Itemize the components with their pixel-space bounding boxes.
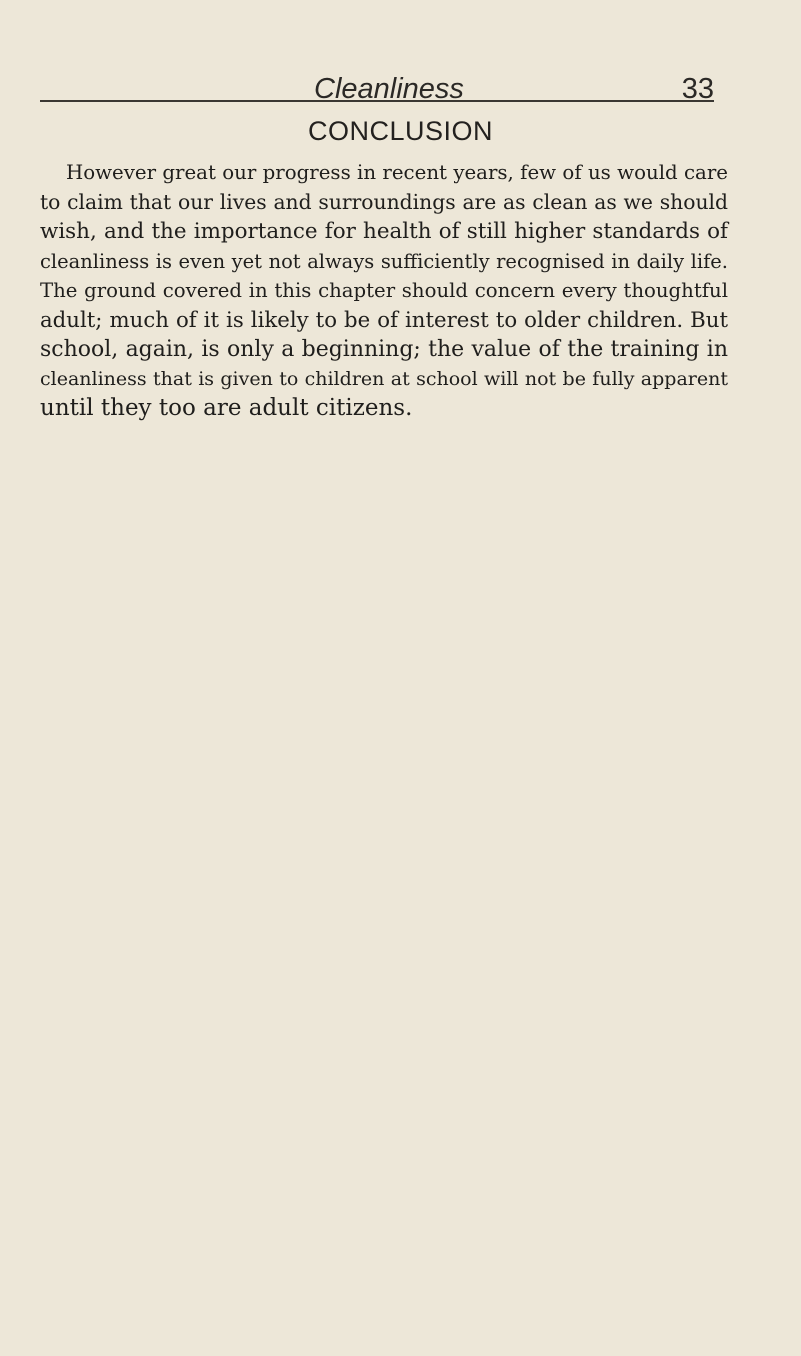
paragraph-line: school, again, is only a beginning; the value of the training in [40,337,728,362]
paragraph-line: adult; much of it is likely to be of interest to older children. But [40,307,728,333]
header-rule [40,100,714,102]
paragraph-line: The ground covered in this chapter should concern every thoughtful [40,279,728,302]
paragraph-line: until they too are adult citizens. [40,395,413,421]
section-heading: CONCLUSION [307,116,494,146]
paragraph-line: cleanliness is even yet not always sufficiently recognised in daily life. [40,249,728,273]
running-head-title: Cleanliness [314,73,464,105]
paragraph-line: to claim that our lives and surroundings are as clean as we should [40,189,728,214]
conclusion-paragraph [40,158,728,424]
page-number: 33 [681,73,714,105]
paragraph-line: wish, and the importance for health of still higher standards of [40,219,728,244]
paragraph-line: However great our progress in recent years, few of us would care [66,161,728,184]
running-head [64,72,714,108]
paragraph-line: cleanliness that is given to children at school will not be fully apparent [40,367,728,390]
